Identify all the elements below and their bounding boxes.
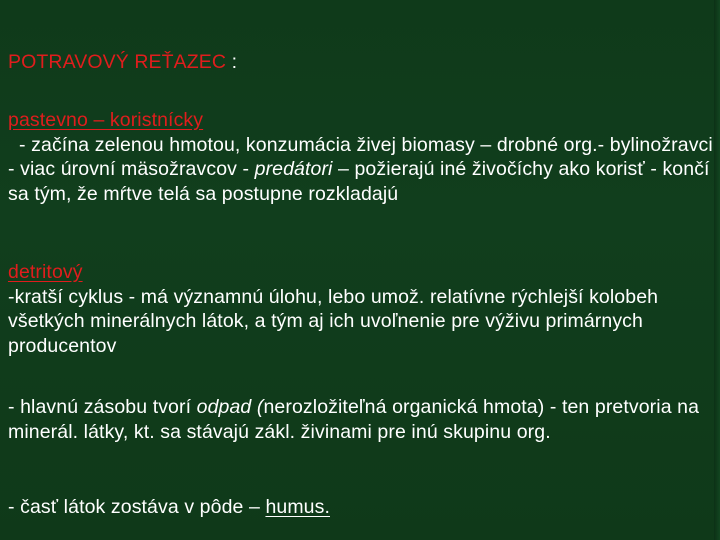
slide-edge-strip	[714, 0, 720, 540]
section-text-pastevno-part1: - začína zelenou hmotou, konzumácia živej biomasy – drobné org.- bylinožravci - viac úrovní mäsožravcov -	[8, 133, 719, 180]
slide-title	[8, 50, 714, 74]
section-text-odpad-part2: nerozložiteľná organická hmota) - ten pretvoria na minerál. látky, kt. sa stávajú zákl. živinami pre inú skupinu org.	[8, 396, 700, 443]
section-text-odpad	[8, 395, 714, 444]
title-colon: :	[226, 51, 238, 73]
section-humus	[8, 495, 714, 520]
section-text-detritovy: -kratší cyklus - má významnú úlohu, lebo umož. relatívne rýchlejší kolobeh všetkých minerálnych látok, a tým aj ich uvoľnenie pre výživu primárnych producentov	[8, 285, 659, 357]
section-heading-detritovy: detritový	[8, 261, 83, 283]
section-detritovy	[8, 260, 714, 358]
section-text-pastevno-part2: – požierajú iné živočíchy ako korisť - končí sa tým, že mŕtve telá sa postupne rozkladajú	[8, 158, 710, 205]
section-heading-pastevno: pastevno – koristnícky	[8, 109, 204, 131]
section-text-humus-part1: - časť látok zostáva v pôde –	[8, 496, 266, 518]
slide-content	[8, 50, 719, 518]
section-text-odpad-part1: - hlavnú zásobu tvorí	[8, 396, 197, 418]
term-predatori: predátori	[254, 158, 333, 180]
section-text-pastevno	[8, 133, 719, 207]
section-text-humus	[8, 495, 714, 520]
title-text: POTRAVOVÝ REŤAZEC	[8, 51, 227, 73]
term-odpad: odpad (	[196, 396, 264, 418]
section-pastevno	[8, 108, 719, 206]
term-humus: humus.	[265, 496, 330, 518]
section-odpad	[8, 395, 714, 444]
